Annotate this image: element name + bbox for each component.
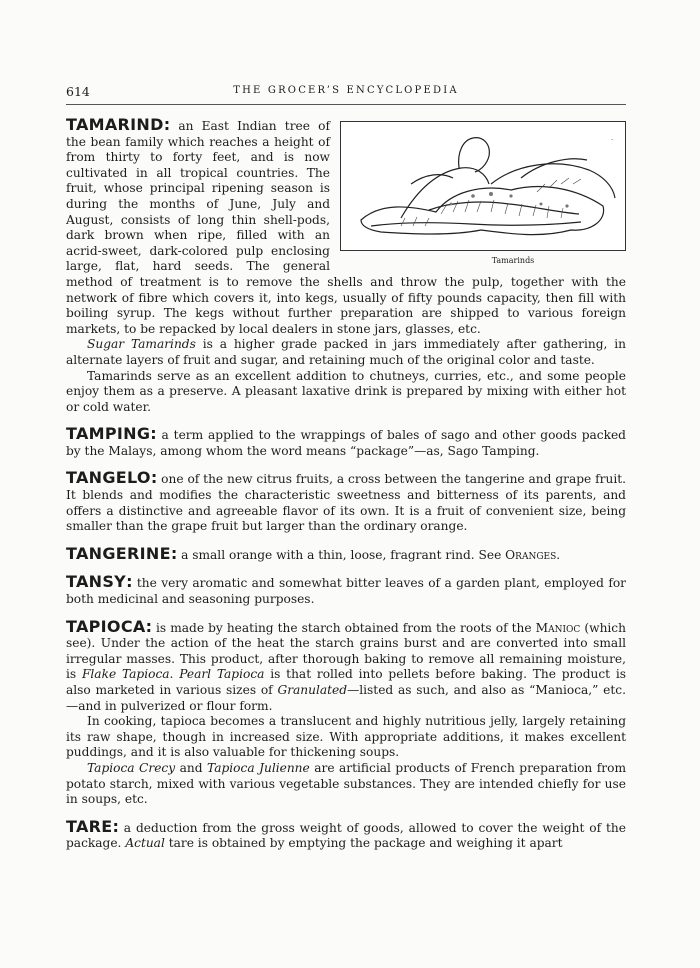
entry-text: one of the new citrus fruits, a cross between the tangerine and grape fruit. It blends and modifies the characteristic sweetness and bitterness of its parents, and offers a distinctive and agreeable flavor of its own. It is a fruit of convenient size, being smaller than the grape fruit but larger than the ordinary orange. (66, 472, 626, 534)
entry-text: (which see). Under the action of the heat the starch grains burst and are converted into small irregular masses. This product, after thorough baking to remove all remaining moisture, is (66, 620, 626, 682)
entry-text: . (556, 547, 561, 562)
entry-term: Flake Tapioca (81, 667, 170, 682)
entry-term: Tapioca Julienne (207, 760, 310, 775)
running-header (66, 84, 626, 105)
entry-text: Tamarinds serve as an excellent addition to chutneys, curries, etc., and some people enjoy them as a preserve. A pleasant laxative drink is prepared by mixing with either hot or cold water. (66, 368, 626, 414)
entry-tangerine: TANGERINE: a small orange with a thin, loose, fragrant rind. See Oranges. (66, 543, 561, 563)
entry-tamping: TAMPING: a term applied to the wrappings of bales of sago and other goods packed by the Malays, among whom the word means “package”—as, Sago Tamping. (66, 424, 626, 458)
entry-text: an East Indian tree of the bean family which reaches a height of from thirty to forty feet, and is now cultivated in all tropical countries. The fruit, whose principal ripening season is during the months of June, July and August, consists of long thin shell-pods, dark brown when ripe, filled with an acrid-sweet, dark-colored pulp enclosing large, flat, hard seeds. The general method of treatment is to remove the shells and throw the pulp, together with the network of fibre which covers it, into kegs, usually of fifty pounds capacity, then fill with boiling syrup. The kegs without further preparation are shipped to various foreign markets, to be repacked by local dealers in stone jars, glasses, etc. (66, 119, 626, 336)
entry-heading: TAMARIND (66, 115, 164, 134)
entry-tansy: TANSY: the very aromatic and somewhat bitter leaves of a garden plant, employed for both medicinal and seasoning purposes. (66, 572, 626, 607)
entry-text: In cooking, tapioca becomes a translucent and highly nutritious jelly, largely retaining its raw shape, though in increased size. With appropriate additions, it makes excellent puddings, and it is also valuable for thickening soups. (66, 714, 626, 760)
figure-caption: Tamarinds (491, 256, 535, 265)
page-number: 614 (66, 84, 90, 99)
entry-text: a term applied to the wrappings of bales of sago and other goods packed by the Malays, among whom the word means “package”—as, Sago Tamping. (66, 428, 626, 458)
cross-reference: Oranges (505, 547, 557, 562)
entry-text: is made by heating the starch obtained from the roots of the (151, 620, 536, 635)
entry-heading: TANGELO (66, 468, 151, 488)
entry-heading: TANGERINE (66, 543, 171, 563)
entry-term: Pearl Tapioca (179, 667, 265, 682)
entry-text: and (175, 760, 208, 775)
entry-tangelo: TANGELO: one of the new citrus fruits, a cross between the tangerine and grape fruit. It blends and modifies the characteristic sweetness and bitterness of its parents, and offers a distinctive and agreeable flavor of its own. It is a fruit of convenient size, being smaller than the grape fruit but larger than the ordinary orange. (66, 468, 626, 534)
running-title: THE GROCER’S ENCYCLOPEDIA (233, 85, 459, 96)
entry-text: a small orange with a thin, loose, fragrant rind. See (177, 547, 506, 562)
entry-term: Granulated (277, 683, 348, 697)
entry-text: —listed as such, and also as “Manioca,” etc.—and in pulverized or flour form. (66, 683, 626, 713)
entry-text: is that rolled into pellets before baking. The product is also marketed in various sizes of (66, 667, 627, 697)
entry-text: are artificial products of French preparation from potato starch, mixed with various vegetable substances. They are intended chiefly for use in soups, etc. (66, 760, 626, 807)
entry-heading: TAMPING (66, 424, 151, 444)
entry-tare: TARE: a deduction from the gross weight of goods, allowed to cover the weight of the package. Actual tare is obtained by emptying the package and weighing it apart (66, 816, 626, 851)
entry-tapioca: TAPIOCA: is made by heating the starch obtained from the roots of the Manioc (which see). Under the action of the heat the starch grains burst and are converted into small irregular masses. This product, after thorough baking to remove all remaining moisture, is Flake Tapioca. Pearl Tapioca is that rolled into pellets before baking. The product is also marketed in various sizes of Granulated—listed as such, and also as “Manioca,” etc.—and in pulverized or flour form. In cooking, tapioca becomes a translucent and highly nutritious jelly, largely retaining its raw shape, though in increased size. With appropriate additions, it makes excellent puddings, and it is also valuable for thickening soups. Tapioca Crecy and Tapioca Julienne are artificial products of French preparation from potato starch, mixed with various vegetable substances. They are intended chiefly for use in soups, etc. (66, 616, 627, 807)
svg-text:·: · (611, 136, 614, 144)
entry-term: Sugar Tamarinds (87, 337, 196, 352)
page-body (66, 117, 626, 863)
entry-text: is a higher grade packed in jars immediately after gathering, in alternate layers of fruit and sugar, and retaining much of the original color and taste. (66, 337, 626, 367)
entry-tamarind: · Tamarinds TAMARIND: an East Indian tree of the bean family which reaches a height of from thirty to forty feet, and is now cultivated in all tropical countries. The fruit, whose principal ripening season is during the months of June, July and August, consists of long thin shell-pods, dark brown when ripe, filled with an acrid-sweet, dark-colored pulp enclosing large, flat, hard seeds. The general method of treatment is to remove the shells and throw the pulp, together with the network of fibre which covers it, into kegs, usually of fifty pounds capacity, then fill with boiling syrup. The kegs without further preparation are shipped to various foreign markets, to be repacked by local dealers in stone jars, glasses, etc. Sugar Tamarinds is a higher grade packed in jars immediately after gathering, in alternate layers of fruit and sugar, and retaining much of the original color and taste. Tamarinds serve as an excellent addition to chutneys, curries, etc., and some people enjoy them as a preserve. A pleasant laxative drink is prepared by mixing with either hot or cold water. (66, 115, 626, 414)
entry-text: a deduction from the gross weight of goods, allowed to cover the weight of the package. (66, 820, 626, 851)
entry-heading: TANSY (66, 572, 127, 592)
entry-term: Tapioca Crecy (87, 760, 176, 775)
entry-text: tare is obtained by emptying the package and weighing it apart (164, 836, 563, 851)
entry-text: . (169, 667, 180, 682)
tamarinds-illustration (340, 121, 626, 251)
entry-heading: TARE (66, 816, 113, 836)
entry-term: Actual (125, 836, 165, 851)
cross-reference: Manioc (535, 620, 581, 635)
entry-text: the very aromatic and somewhat bitter leaves of a garden plant, employed for both medicinal and seasoning purposes. (66, 576, 626, 607)
figure-tamarinds (340, 121, 626, 269)
entry-heading: TAPIOCA (66, 616, 146, 636)
